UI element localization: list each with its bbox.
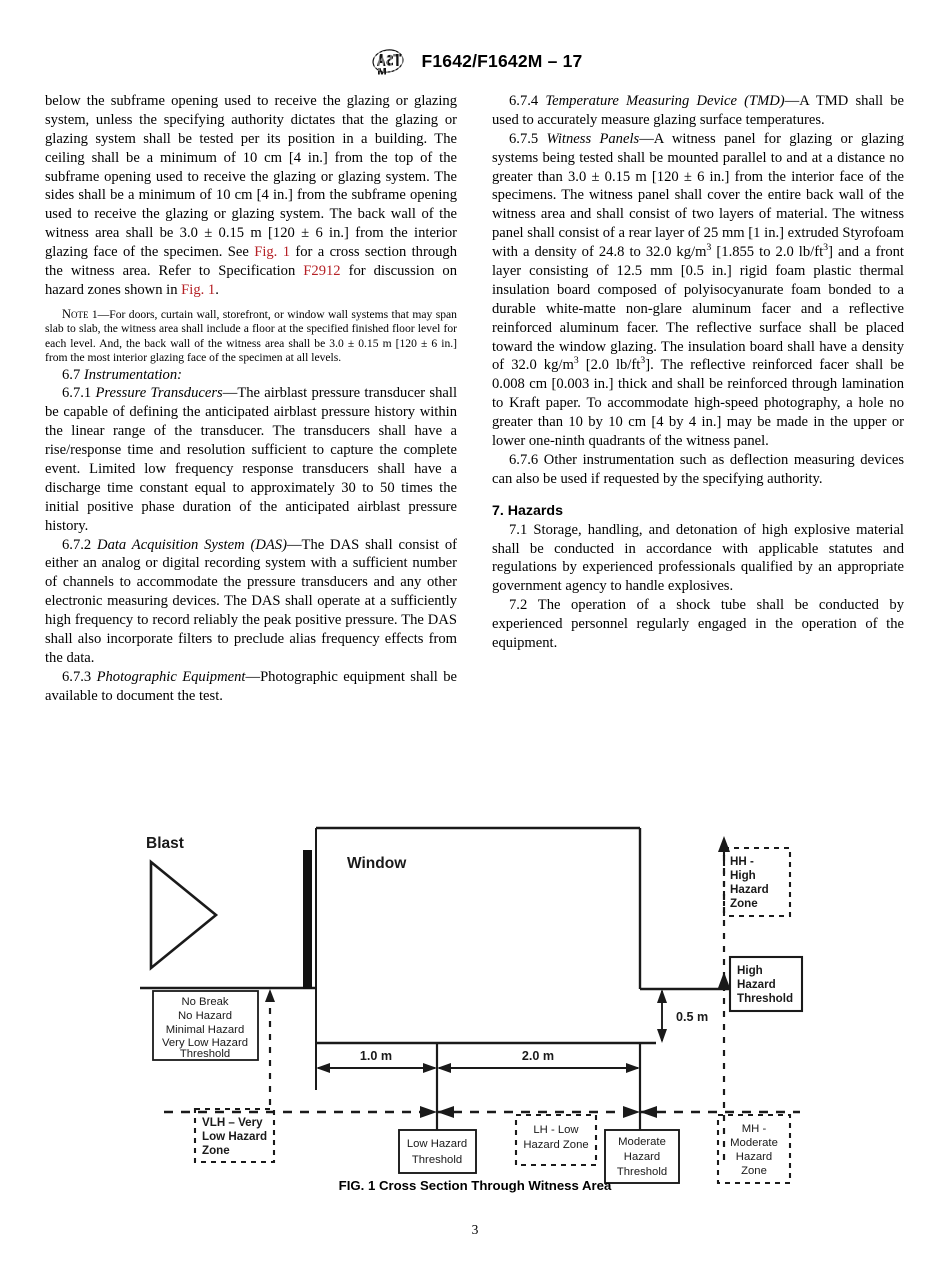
- figure-box-low-hazard-threshold: [399, 1130, 476, 1173]
- section-7-2: [492, 596, 904, 653]
- section-6-7-1-text: —The airblast pressure transducer shall be capable of defining the anticipated airblast pressure history within the linear range of the transducer. The transducers shall have a rise/response time and resolution sufficient to capture the complete event. Limited low frequency response transducers shall have a discharge time constant equal to approximately 30 to 50 times the initial positive phase duration of the anticipated airblast pressure history.: [45, 385, 457, 534]
- section-6-7-2-number: 6.7.2: [62, 536, 92, 553]
- dimension-0-5m: [657, 989, 708, 1043]
- section-6-7-4-text: —A TMD shall be used to accurately measure glazing surface temperatures.: [492, 93, 904, 128]
- document-designation: F1642/F1642M – 17: [421, 50, 583, 71]
- figure-label-blast: Blast: [146, 835, 184, 852]
- section-6-7-5-text-a: —A witness panel for glazing or glazing systems being tested shall be mounted parallel to and at a distance no greater than 3.0 ± 0.15 m [120 ± 6 in.] from the interior face of the specimens. The witness panel shall cover the entire back wall of the witness area and shall consist of two layers of material. The witness panel shall consist of a rear layer of 25 mm [1 in.] extruded Styrofoam with a density of 24.8 to 32.0 kg/m: [492, 130, 904, 261]
- section-6-7-3-text: —Photographic equipment shall be available to document the test.: [45, 668, 457, 704]
- section-6-7-1: [45, 384, 457, 535]
- figure-box-vlh-zone: [195, 1109, 274, 1162]
- para-continued-mid2: for discussion on hazard zones shown in: [45, 263, 457, 298]
- section-7-1-number: 7.1: [509, 521, 528, 538]
- figure-box-mh-zone: [718, 1115, 790, 1183]
- dashed-line-arrowheads: [265, 836, 730, 1002]
- note-number: 1: [88, 307, 98, 321]
- mh-zone-line-2: Hazard: [735, 1151, 773, 1163]
- right-column: [492, 92, 904, 706]
- page-number: 3: [471, 1222, 479, 1237]
- blast-arrow-icon: [151, 862, 216, 968]
- section-6-7-number: 6.7: [62, 366, 81, 383]
- section-6-7-5: [492, 130, 904, 451]
- superscript-cubic-foot-2: 3: [640, 355, 646, 367]
- mh-zone-line-1: Moderate: [730, 1137, 778, 1149]
- lh-zone-line-0: LH - Low: [533, 1124, 579, 1136]
- section-6-7-5-number: 6.7.5: [509, 130, 539, 147]
- section-6-7-5-text-e: ]. The reflective reinforced facer shall be 0.008 cm [0.003 in.] thick and shall be reinforced through lamination to Kraft paper. To accommodate high-speed photography, a hole no greater than 10 by 10 cm [4 by 4 in.] may be made in the upper or lower one-ninth quadrants of the witness panel.: [492, 357, 904, 450]
- astm-logo-icon: [367, 46, 409, 76]
- lht-line-0: Low Hazard: [406, 1138, 468, 1150]
- figure-caption: FIG. 1 Cross Section Through Witness Area: [338, 1178, 612, 1193]
- hh-zone-line-3: Zone: [730, 897, 758, 910]
- vlh-zone-line-2: Zone: [202, 1144, 230, 1157]
- no-break-line-0: No Break: [181, 996, 229, 1008]
- para-continued-prefix: below the subframe opening used to receive the glazing or glazing system, unless the specifying authority dictates that the glazing or glazing system shall be tested per its position in a building. The ceiling shall be a minimum of 10 cm [4 in.] from the top of the subframe opening used to receive the glazing or glazing system. The sides shall be a minimum of 10 cm [4 in.] from the subframe opening used to receive the glazing or glazing system. The back wall of the witness area shall be 3.0 ± 0.15 m [120 ± 6 in.] from the interior glazing face of the specimen. See: [45, 93, 457, 261]
- no-break-line-4: Threshold: [179, 1048, 231, 1060]
- section-6-7-6-text: Other instrumentation such as deflection measuring devices can also be used if requested by the specifying authority.: [492, 451, 905, 487]
- link-fig-1-a[interactable]: Fig. 1: [254, 244, 290, 261]
- section-6-7-4: [492, 92, 904, 130]
- link-fig-1-b[interactable]: Fig. 1: [181, 281, 216, 298]
- mht-line-0: Moderate: [618, 1136, 666, 1148]
- no-break-line-2: Minimal Hazard: [165, 1024, 245, 1036]
- section-6-7-1-number: 6.7.1: [62, 385, 92, 402]
- superscript-cubic-meter-2: 3: [573, 355, 579, 367]
- section-6-7-4-title: Temperature Measuring Device (TMD): [545, 93, 785, 109]
- dimension-2-0m: [437, 1049, 640, 1073]
- section-6-7-6: [492, 451, 904, 489]
- page-header: [0, 46, 950, 76]
- mht-line-2: Threshold: [616, 1166, 668, 1178]
- figure-dim-label-2-0m: 2.0 m: [521, 1049, 555, 1063]
- note-1: [45, 307, 457, 366]
- figure-box-high-hazard-threshold: [730, 957, 802, 1011]
- vlh-zone-line-0: VLH – Very: [202, 1116, 263, 1129]
- superscript-cubic-meter-1: 3: [706, 242, 712, 254]
- section-6-7-6-number: 6.7.6: [509, 451, 539, 468]
- section-7-2-number: 7.2: [509, 597, 528, 614]
- figure-label-window: Window: [347, 855, 407, 872]
- no-break-line-1: No Hazard: [178, 1010, 232, 1022]
- hht-line-1: Hazard: [737, 978, 776, 991]
- hh-zone-line-1: High: [730, 869, 756, 882]
- mht-line-1: Hazard: [623, 1151, 661, 1163]
- vlh-zone-line-1: Low Hazard: [202, 1130, 268, 1143]
- hht-line-0: High: [737, 964, 763, 977]
- section-6-7-5-text-d: [2.0 lb/ft: [578, 357, 641, 374]
- section-6-7-5-text-c: ] and a front layer consisting of 12.5 mm [0.5 in.] rigid foam plastic thermal insulation board composed of polyisocyanurate foam bonded to a durable white-matte non-glare aluminum facer and a reflective reinforced aluminum facer. The reflective surface shall be placed toward the window glazing. The insulation board shall have a density of 32.0 kg/m: [492, 244, 904, 374]
- figure-dim-label-1-0m: 1.0 m: [359, 1049, 393, 1063]
- note-text: —For doors, curtain wall, storefront, or window wall systems that may span slab to slab, the witness area shall include a floor at the specified finished floor level for each level. And, the back wall of the witness area shall be 3.0 ± 0.15 m [120 ± 6 in.] from the most interior glazing face of the specimen at all levels.: [45, 307, 457, 365]
- section-7-1-text: Storage, handling, and detonation of high explosive material shall be conducted in accordance with applicable statutes and regulations by experienced professionals qualified by an appropriate government agency to handle explosives.: [492, 521, 904, 595]
- section-6-7-3-number: 6.7.3: [62, 668, 92, 685]
- para-continued-mid: for a cross section through the witness area. Refer to Specification: [45, 244, 458, 280]
- figure-box-moderate-hazard-threshold: [605, 1130, 679, 1183]
- para-continued-suffix: .: [215, 281, 219, 298]
- section-6-7-5-title: Witness Panels: [546, 130, 640, 147]
- figure-1-diagram: [0, 812, 950, 1212]
- section-7-2-text: The operation of a shock tube shall be conducted by experienced personnel regularly engaged in the operation of the equipment.: [492, 597, 904, 652]
- paragraph-continued: [45, 92, 457, 300]
- dimension-1-0m: [316, 1049, 437, 1073]
- left-column: [45, 92, 457, 706]
- note-label: Note: [62, 306, 89, 321]
- figure-box-no-break: [153, 991, 258, 1060]
- section-6-7-2: [45, 536, 457, 668]
- section-6-7-2-title: Data Acquisition System (DAS): [97, 536, 287, 553]
- link-f2912[interactable]: F2912: [303, 263, 341, 280]
- section-7-1: [492, 521, 904, 597]
- section-6-7-title: Instrumentation:: [83, 366, 183, 383]
- lh-zone-line-1: Hazard Zone: [523, 1139, 589, 1151]
- heading-hazards: 7. Hazards: [492, 502, 563, 519]
- figure-box-hh-zone: [724, 848, 790, 916]
- section-6-7-2-text: —The DAS shall consist of either an analog or digital recording system with a sufficient number of channels to accommodate the pressure transducers and any other electronic measuring devices. The DAS shall operate at a sufficiently high frequency to record reliably the peak positive pressure. The DAS shall also incorporate filters to preclude alias frequency effects from the data.: [45, 536, 458, 666]
- hh-zone-line-2: Hazard: [730, 883, 769, 896]
- section-6-7-1-title: Pressure Transducers: [95, 385, 223, 402]
- section-6-7-5-text-b: [1.855 to 2.0 lb/ft: [711, 244, 824, 261]
- hht-line-2: Threshold: [737, 992, 794, 1005]
- section-6-7: [45, 366, 457, 385]
- lht-line-1: Threshold: [411, 1154, 463, 1166]
- section-6-7-4-number: 6.7.4: [509, 93, 539, 109]
- mh-zone-line-3: Zone: [741, 1165, 767, 1177]
- body-columns: [45, 92, 905, 706]
- figure-box-lh-zone: [516, 1115, 596, 1165]
- figure-dim-label-0-5m: 0.5 m: [676, 1010, 709, 1024]
- no-break-line-3: Very Low Hazard: [161, 1037, 249, 1049]
- section-6-7-3-title: Photographic Equipment: [96, 668, 246, 685]
- hh-zone-line-0: HH -: [730, 855, 754, 868]
- superscript-cubic-foot-1: 3: [823, 242, 829, 254]
- section-6-7-3: [45, 668, 457, 706]
- mh-zone-line-0: MH -: [741, 1123, 767, 1135]
- window-glazing-bar: [303, 850, 312, 989]
